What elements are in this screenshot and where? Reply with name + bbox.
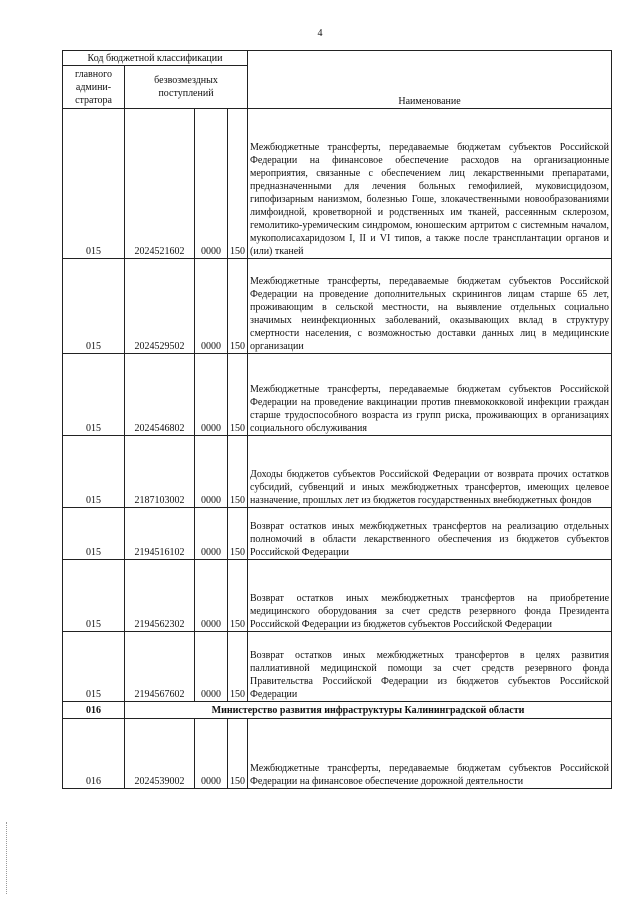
- cell-sub: 0000: [195, 259, 228, 354]
- cell-sub: 0000: [195, 436, 228, 508]
- table-row: [63, 508, 612, 560]
- cell-code: 2024539002: [125, 719, 195, 789]
- cell-code: 2194516102: [125, 508, 195, 560]
- cell-kind: 150: [228, 354, 248, 436]
- cell-name: Межбюджетные трансферты, передаваемые бюджетам субъектов Российской Федерации на финансовое обеспечение дорожной деятельности: [248, 719, 612, 789]
- cell-admin: 015: [63, 508, 125, 560]
- table-row: [63, 436, 612, 508]
- cell-admin: 015: [63, 109, 125, 259]
- cell-sub: 0000: [195, 508, 228, 560]
- cell-code: 2024529502: [125, 259, 195, 354]
- cell-name: Межбюджетные трансферты, передаваемые бюджетам субъектов Российской Федерации на финансовое обеспечение расходов на организационные мероприятия, связанные с обеспечением лиц лекарственными препаратами, предназначенными для лечения больных гемофилией, муковисцидозом, гипофизарным нанизмом, болезнью Гоше, злокачественными новообразованиями лимфоидной, кроветворной и родственных им тканей, рассеянным склерозом, гемолитико-уремическим синдромом, юношеским артритом с системным началом, мукополисахаридозом I, II и VI типов, а также после трансплантации органов и (или) тканей: [248, 109, 612, 259]
- header-code-group: Код бюджетной классификации: [63, 51, 248, 66]
- cell-admin: 015: [63, 436, 125, 508]
- cell-admin: 015: [63, 560, 125, 632]
- budget-classification-table: [62, 50, 612, 789]
- header-admin-line-3: стратора: [75, 94, 112, 106]
- cell-kind: 150: [228, 109, 248, 259]
- table-row: [63, 109, 612, 259]
- header-revenue-line-2: поступлений: [158, 88, 214, 99]
- cell-admin: 016: [63, 719, 125, 789]
- cell-sub: 0000: [195, 354, 228, 436]
- header-revenue: [125, 66, 248, 109]
- cell-kind: 150: [228, 632, 248, 702]
- cell-admin: 015: [63, 354, 125, 436]
- cell-kind: 150: [228, 719, 248, 789]
- table-row: [63, 560, 612, 632]
- cell-name: Межбюджетные трансферты, передаваемые бюджетам субъектов Российской Федерации на проведение дополнительных скринингов лицам старше 65 лет, проживающим в сельской местности, на выявление отдельных социально значимых неинфекционных заболеваний, оказывающих вклад в структуру смертности населения, с возможностью доставки данных лиц в медицинские организации: [248, 259, 612, 354]
- table-row: [63, 259, 612, 354]
- scan-edge-marks: [6, 822, 9, 894]
- cell-name: Возврат остатков иных межбюджетных трансфертов на приобретение медицинского оборудования за счет средств резервного фонда Президента Российской Федерации из бюджетов субъектов Российской Федерации: [248, 560, 612, 632]
- section-admin: 016: [63, 702, 125, 719]
- cell-name: Межбюджетные трансферты, передаваемые бюджетам субъектов Российской Федерации на проведение вакцинации против пневмококковой инфекции граждан старше трудоспособного возраста из групп риска, проживающих в организациях социального обслуживания: [248, 354, 612, 436]
- cell-sub: 0000: [195, 632, 228, 702]
- cell-code: 2187103002: [125, 436, 195, 508]
- cell-sub: 0000: [195, 109, 228, 259]
- cell-sub: 0000: [195, 719, 228, 789]
- cell-kind: 150: [228, 259, 248, 354]
- cell-admin: 015: [63, 632, 125, 702]
- section-name: Министерство развития инфраструктуры Калининградской области: [125, 702, 612, 719]
- page-number: 4: [317, 28, 323, 39]
- cell-name: Возврат остатков иных межбюджетных трансфертов на реализацию отдельных полномочий в области лекарственного обеспечения из бюджетов субъектов Российской Федерации: [248, 508, 612, 560]
- header-admin-line-1: главного: [75, 68, 112, 80]
- cell-code: 2194567602: [125, 632, 195, 702]
- cell-code: 2194562302: [125, 560, 195, 632]
- cell-kind: 150: [228, 436, 248, 508]
- table-header-row-1: [63, 51, 612, 66]
- cell-kind: 150: [228, 560, 248, 632]
- table-row: [63, 354, 612, 436]
- cell-code: 2024521602: [125, 109, 195, 259]
- cell-kind: 150: [228, 508, 248, 560]
- header-admin: [63, 66, 125, 109]
- cell-name: Возврат остатков иных межбюджетных трансфертов в целях развития паллиативной медицинской помощи за счет средств резервного фонда Правительства Российской Федерации из бюджетов субъектов Российской Федерации: [248, 632, 612, 702]
- cell-code: 2024546802: [125, 354, 195, 436]
- header-name: Наименование: [248, 51, 612, 109]
- section-header-row: [63, 702, 612, 719]
- cell-name: Доходы бюджетов субъектов Российской Федерации от возврата прочих остатков субсидий, субвенций и иных межбюджетных трансфертов, имеющих целевое назначение, прошлых лет из бюджетов государственных внебюджетных фондов: [248, 436, 612, 508]
- header-revenue-line-1: безвозмездных: [154, 75, 218, 86]
- header-admin-line-2: админи-: [75, 81, 112, 93]
- cell-sub: 0000: [195, 560, 228, 632]
- table-row: [63, 632, 612, 702]
- cell-admin: 015: [63, 259, 125, 354]
- table-row: [63, 719, 612, 789]
